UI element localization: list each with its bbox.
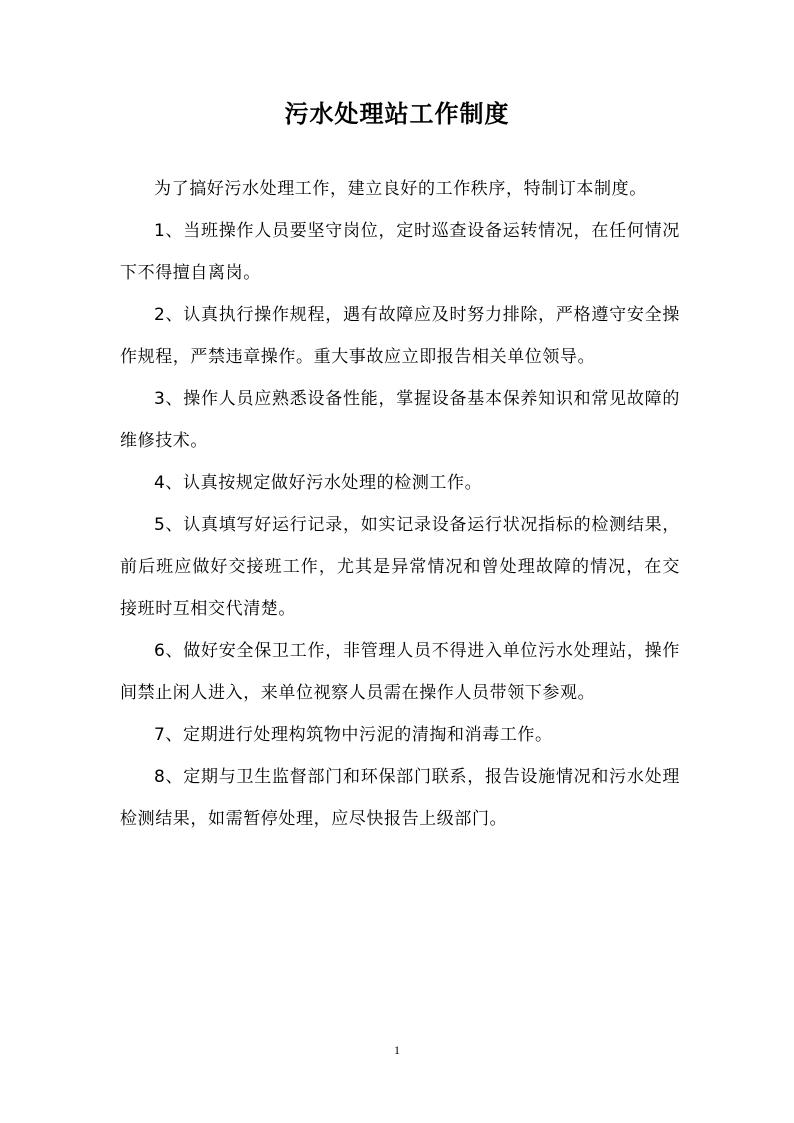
rule-paragraph-1: 1、当班操作人员要坚守岗位，定时巡查设备运转情况，在任何情况下不得擅自离岗。 (120, 221, 680, 283)
rule-paragraph-2: 2、认真执行操作规程，遇有故障应及时努力排除，严格遵守安全操作规程，严禁违章操作。重大事故应立即报告相关单位领导。 (120, 305, 680, 367)
rule-paragraph-5: 5、认真填写好运行记录，如实记录设备运行状况指标的检测结果，前后班应做好交接班工作，尤其是异常情况和曾处理故障的情况，在交接班时互相交代清楚。 (120, 515, 680, 619)
document-title: 污水处理站工作制度 (284, 100, 510, 128)
rule-paragraph-6: 6、做好安全保卫工作，非管理人员不得进入单位污水处理站，操作间禁止闲人进入，来单位视察人员需在操作人员带领下参观。 (120, 641, 680, 703)
rule-paragraph-8: 8、定期与卫生监督部门和环保部门联系，报告设施情况和污水处理检测结果，如需暂停处理，应尽快报告上级部门。 (120, 767, 680, 829)
rule-paragraph-7: 7、定期进行处理构筑物中污泥的清掏和消毒工作。 (154, 725, 553, 745)
page-number: 1 (394, 1043, 400, 1057)
document-body (120, 168, 680, 840)
rule-paragraph-4: 4、认真按规定做好污水处理的检测工作。 (154, 473, 483, 493)
rule-paragraph-3: 3、操作人员应熟悉设备性能，掌握设备基本保养知识和常见故障的维修技术。 (120, 389, 680, 451)
intro-paragraph: 为了搞好污水处理工作，建立良好的工作秩序，特制订本制度。 (154, 179, 647, 199)
